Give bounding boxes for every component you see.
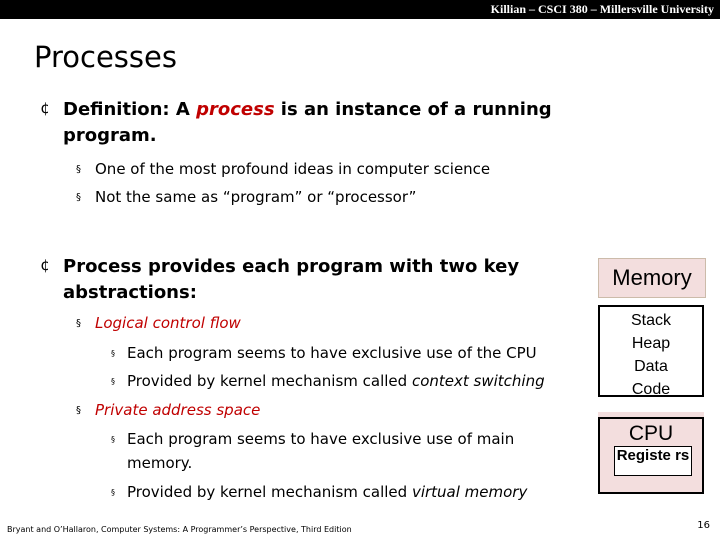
sub-bullet-icon: § bbox=[76, 318, 81, 329]
sub-sub-bullet-icon: § bbox=[111, 377, 115, 386]
abstractions-text: Process provides each program with two key abstractions: bbox=[63, 256, 520, 303]
sub-bullet-icon: § bbox=[76, 164, 81, 175]
memory-segment: Data bbox=[634, 358, 668, 375]
sub-point-2: Not the same as “program” or “processor” bbox=[95, 188, 417, 206]
flow-item-1: Each program seems to have exclusive use of the CPU bbox=[127, 344, 537, 362]
course-header: Killian – CSCI 380 – Millersville University bbox=[490, 2, 714, 16]
sub-sub-bullet-icon: § bbox=[111, 349, 115, 358]
space-item-1: Each program seems to have exclusive use of main memory. bbox=[127, 430, 515, 472]
memory-segment: Heap bbox=[631, 335, 671, 352]
slide-title: Processes bbox=[34, 40, 177, 74]
memory-box bbox=[598, 305, 704, 397]
registers-box: Registe rs bbox=[614, 446, 692, 476]
sub-sub-bullet-icon: § bbox=[111, 488, 115, 497]
memory-segment: Code bbox=[631, 381, 671, 398]
logical-control-flow-label: Logical control flow bbox=[95, 314, 241, 332]
process-term: process bbox=[196, 99, 275, 120]
citation: Bryant and O’Hallaron, Computer Systems: A Programmer’s Perspective, Third Edition bbox=[7, 525, 352, 534]
flow-item-2: Provided by kernel mechanism called context switching bbox=[127, 372, 545, 390]
bullet-icon: ¢ bbox=[40, 99, 50, 117]
page-number: 16 bbox=[697, 520, 710, 531]
sub-sub-bullet-icon: § bbox=[111, 435, 115, 444]
memory-label: Memory bbox=[598, 258, 706, 298]
space-item-2: Provided by kernel mechanism called virtual memory bbox=[127, 483, 528, 501]
memory-segment: Stack bbox=[630, 312, 671, 329]
cpu-label: CPU bbox=[628, 422, 674, 445]
sub-bullet-icon: § bbox=[76, 192, 81, 203]
definition-text: Definition: A process is an instance of a running program. bbox=[63, 99, 552, 146]
sub-bullet-icon: § bbox=[76, 405, 81, 416]
header-bar bbox=[0, 0, 720, 19]
sub-point-1: One of the most profound ideas in computer science bbox=[95, 160, 491, 178]
private-address-space-label: Private address space bbox=[95, 401, 261, 419]
bullet-icon: ¢ bbox=[40, 256, 50, 274]
cpu-box bbox=[598, 417, 704, 494]
